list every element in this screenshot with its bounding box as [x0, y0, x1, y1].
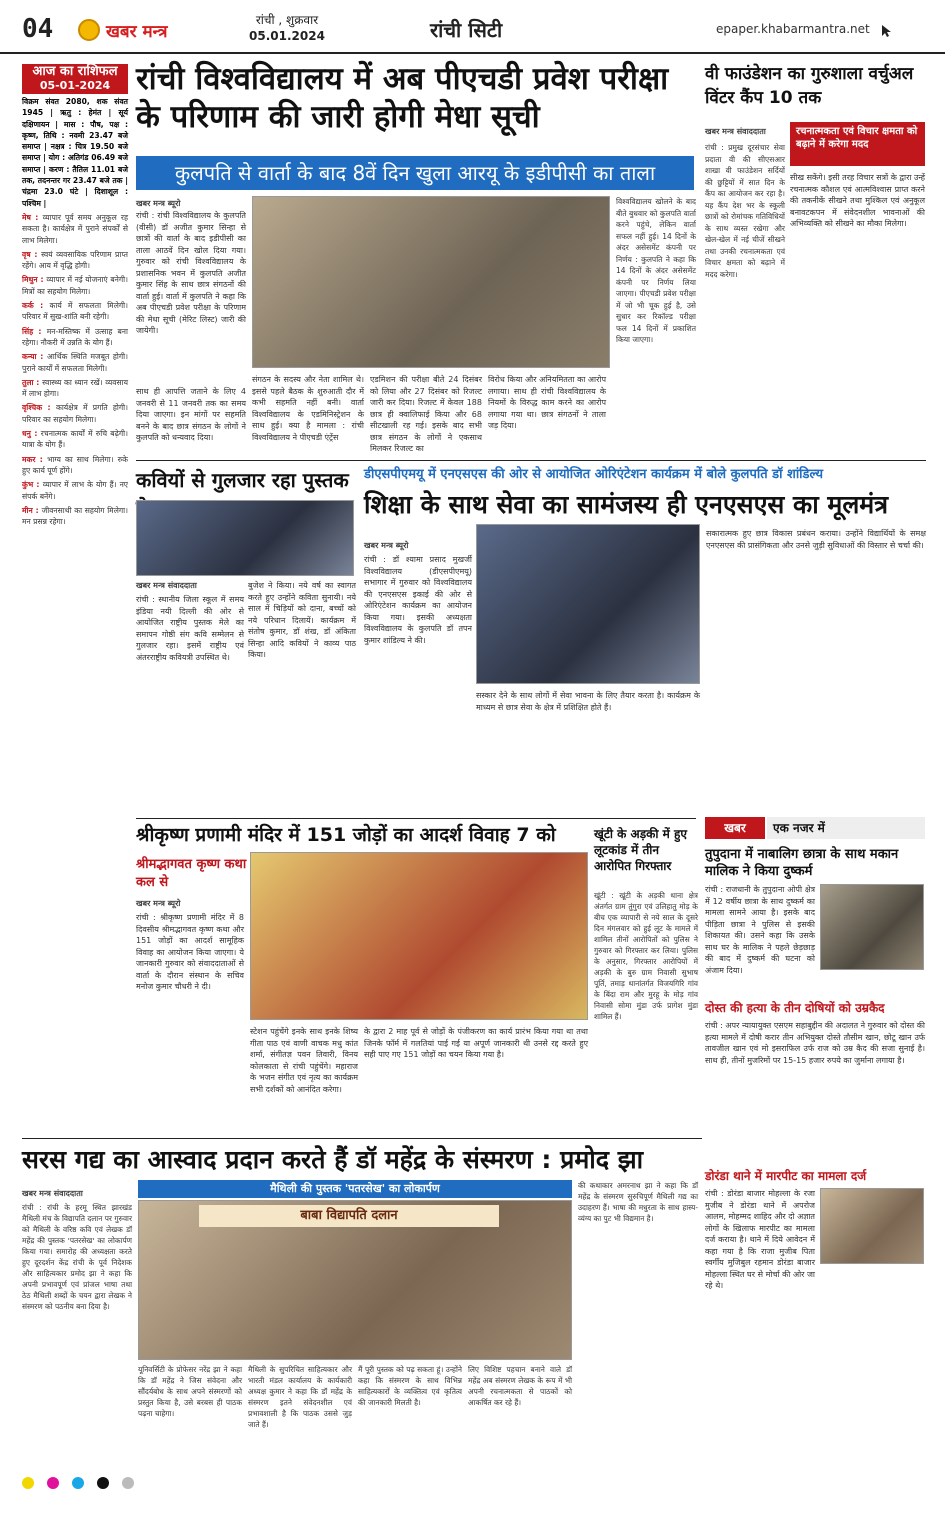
side-highlight-box: रचनात्मकता एवं विचार क्षमता को बढ़ाने में करेगा मदद	[790, 122, 925, 166]
divider	[136, 818, 696, 819]
khunti-headline: खूंटी के अड़की में हुए लूटकांड में तीन आरोपित गिरफ्तार	[594, 827, 687, 873]
main-col4: विरोध किया और अनियमितता का आरोप लगाया। साथ ही रांची विश्वविद्यालय के नियमों के विरुद्ध काम करने का आरोप लगाया गया था। छात्र संगठनों ने ताला जड़ दिया।	[488, 375, 606, 430]
bottom-photo-banner: बाबा विद्यापति दलान	[199, 1205, 499, 1227]
rashifal-text: जीवनसाथी का सहयोग मिलेगा। मन प्रसन्न रहेगा।	[22, 505, 128, 527]
rashifal-text: आर्थिक स्थिति मजबूत होगी। पुराने कार्यों में सफलता मिलेगी।	[22, 352, 128, 373]
bottom-photo	[138, 1200, 572, 1360]
kavita-headline: कवियों से गुलजार रहा पुस्तक	[136, 468, 349, 492]
rashifal-sign: मेष :	[22, 212, 43, 222]
divider	[136, 460, 926, 461]
khunti-text: खूंटी : खूंटी के अड़की थाना क्षेत्र अंतर्गत ग्राम तुंगुरा एवं उलिहातु मोड़ के बीच एक व्यापारी से नये साल के दूसरे दिन मंगलवार को हुई लूट के मामले में शामिल तीनों आरोपितों को पुलिस ने गुरुवार को गिरफ्तार कर लिया। पुलिस के अनुसार, गिरफ्तार आरोपियों में अड़की के बुरु ग्राम निवासी सुभाष पूर्ति, तमाड़ थानांतर्गत विजयगिरि गांव के बिंदा राम और मुरहू के मोड़ गांव निवासी सोमा मुंडा उर्फ प्रागेश मुंडा शामिल हैं।	[594, 891, 698, 1021]
main-col1: रांची : रांची विश्वविद्यालय के कुलपति (वीसी) डॉ अजीत कुमार सिन्हा से छात्रों की वार्ता के बाद इडीपीसी का ताला आठवें दिन खोल दिया गया। गुरुवार को रांची विश्वविद्यालय के प्रशासनिक भवन में कुलपति अजीत कुमार सिंह के साथ छात्र संगठनों की वार्ता हुई। वार्ता में कुलपति ने कहा कि अब पीएचडी प्रवेश परीक्षा के परिणाम की मेधा सूची (मेरिट लिस्ट) जारी की जायेगी।	[136, 211, 246, 335]
bottom-col3: मैथिली के सुपरिचित साहित्यकार और भारती मंडल कार्यालय के कार्यकारी अध्यक्ष कुमार ने कहा कि डॉ महेंद्र के संस्मरण इतने संवेदनशील एवं प्रभावशाली है कि पाठक उससे जुड़ जाते हैं।	[248, 1365, 352, 1429]
nss-photo	[476, 524, 700, 684]
snapshot-label: एक नजर में	[767, 817, 925, 839]
vivah-headline: श्रीकृष्ण प्रणामी मंदिर में 151 जोड़ों का आदर्श विवाह 7 को	[136, 824, 556, 846]
snapshot-text-2: रांची : अपर न्यायायुक्त एसएम सहाबुद्दीन की अदालत ने गुरुवार को दोस्त की हत्या मामले में दोषी करार तीन अभियुक्त दोस्ते तौसीम खान, छोटू खान उर्फ तावजील खान एवं मो इसराफिल उर्फ राज को उम्र कैद की सजा सुनाई है। साथ ही, तीनों मुजरिमों पर 15-15 हजार रुपये का जुर्माना लगाया है।	[705, 1021, 925, 1065]
bottom-col6: की कथाकार अमरनाथ झा ने कहा कि डॉ महेंद्र के संस्मरण सुरुचिपूर्ण मैथिली गद्य का उदाहरण हैं। भाषा की मधुरता के साथ हास्य-व्यंग्य का पुट भी विद्यमान है।	[578, 1181, 698, 1223]
nss-col2: सस्कार देने के साथ लोगों में सेवा भावना के लिए तैयार करता है। कार्यक्रम के माध्यम से छात्र सेवा के क्षेत्र में प्रशिक्षित होते हैं।	[476, 691, 700, 712]
kavita-col2: बुजेश ने किया। नये वर्ष का स्वागत करते हुए उन्होंने कविता सुनायी। नये साल में चिड़ियों को दाना, बच्चों को नये परिधान दिलायें। कार्यक्रम में संतोष कुमार, डॉ शंख, डॉ अंकिता सिन्हा आदि कवियों ने काव्य पाठ किया।	[248, 581, 356, 659]
nss-byline: खबर मन्त्र ब्यूरो	[364, 541, 409, 550]
rashifal-text: भाग्य का साथ मिलेगा। रुके हुए कार्य पूर्ण होंगे।	[22, 454, 128, 475]
vivah-col1: रांची : श्रीकृष्ण प्रणामी मंदिर में 8 दिवसीय श्रीमद्भागवत कृष्ण कथा और 151 जोड़ों का आदर्श सामूहिक विवाह का आयोजन किया जाएगा। ये जानकारी गुरुवार को संवाददाताओं से वार्ता के दौरान संस्थान के सचिव मनोज कुमार चौधरी ने दी।	[136, 913, 244, 991]
snapshot-headline-2: दोस्त की हत्या के तीन दोषियों को उम्रकैद	[705, 1001, 885, 1015]
rashifal-text: व्यापार में नई योजनाएं बनेगी। मित्रों का सहयोग मिलेगा।	[22, 275, 128, 296]
rashifal-text: कार्यक्षेत्र में प्रगति होगी। परिवार का सहयोग मिलेगा।	[22, 403, 128, 424]
snapshot-photo-1	[820, 884, 924, 970]
side-col2: सीख सकेंगे। इसी तरह विचार सत्रों के द्वारा उन्हें रचनात्मक कौशल एवं आत्मविश्वास प्राप्त करने की तकनीकें सीखने तथा मुश्किल एवं अनुकूल बनावटकपन में संवेदनशील भावनाओं की अभिव्यक्ति को सीखने का मौका मिलेगा।	[790, 173, 925, 228]
kavita-byline: खबर मन्त्र संवाददाता	[136, 581, 197, 590]
rashifal-sign: सिंह :	[22, 326, 47, 336]
rashifal-text: व्यापार पूर्व समय अनुकूल रह सकता है। कार्यक्षेत्र में पुराने संपर्कों से लाभ मिलेगा।	[22, 212, 128, 245]
vivah-col3: के द्वारा 2 माह पूर्व से जोड़ों के पंजीकरण का कार्य प्रारंभ किया गया था तथा जिनके फॉर्म में गलतियां पाई गई या अपूर्ण जानकारी थी उनसे रद्द करते हुए सही पाए गए 151 जोड़ों का चयन किया गया है।	[364, 1027, 588, 1059]
bottom-byline: खबर मन्त्र संवाददाता	[22, 1189, 83, 1198]
logo-mark-icon	[78, 19, 100, 41]
rashifal-date: 05-01-2024	[39, 79, 111, 92]
vivah-col2: स्टेशन पहुंचेंगे इनके साथ इनके शिष्य गीता पाठ एवं वाणी वाचक मधु कांत शर्मा, संगीतज्ञ पवन तिवारी, विनय कोलकाता से रांची पहुंचेंगे। महाराज के भजन संगीत एवं नृत्य का कार्यक्रम सभी दर्शकों को आनंदित करेगा।	[250, 1027, 358, 1094]
vivah-photo	[250, 852, 588, 1020]
side-col1: रांची : प्रमुख दूरसंचार सेवा प्रदाता वी की सीएसआर शाखा वी फाउंडेशन सर्दियों की छुट्टियों में सात दिन के कैंप का आयोजन कर रहा है। यह कैंप देश भर के स्कूली छात्रों को रोमांचक गतिविधियों के साथ व्यस्त रखेगा और खेल-खेल में नई चीजें सीखने तथा उनकी रचनात्मकता एवं विचार क्षमता को बढ़ाने में मदद करेगा।	[705, 143, 785, 279]
rashifal-sign: कुंभ :	[22, 480, 43, 490]
rashifal-entry	[22, 351, 128, 374]
rashifal-sign: मीन :	[22, 505, 42, 515]
main-meeting-photo	[252, 196, 610, 368]
issue-date: 05.01.2024	[249, 29, 325, 43]
cursor-icon	[880, 24, 894, 38]
kavita-col1: रांची : स्थानीय जिला स्कूल में समय इंडिया नयी दिल्ली की ओर से आयोजित राष्ट्रीय पुस्तक मेले का समापन गोष्ठी संग कवि सम्मेलन से गुलजार रहा। इसमें राष्ट्रीय एवं अंतरराष्ट्रीय कवियत्री उपस्थित थे।	[136, 595, 244, 662]
khabar-mantra-logo	[78, 16, 218, 44]
panchang-text: विक्रम संवत 2080, शक संवत 1945 | ऋतु : हेमंत | सूर्य दक्षिणायन | मास : पौष, पक्ष : कृष्ण, तिथि : नवमी 23.47 बजे समाप्त | नक्षत्र : चित्र 19.50 बजे समाप्त | योग : अतिगंड 06.49 बजे समाप्त | करण : तैतिल 11.01 बजे तक, तदनन्तर गर 23.47 बजे तक | चंद्रमा 23.0 घंटे | दिशाशूल : पश्चिम |	[22, 97, 128, 208]
vivah-byline: खबर मन्त्र ब्यूरो	[136, 899, 181, 908]
rashifal-entry	[22, 377, 128, 400]
side-byline: खबर मन्त्र संवाददाता	[705, 127, 766, 136]
rashifal-entry	[22, 300, 128, 323]
bottom-headline: सरस गद्य का आस्वाद प्रदान करते हैं डॉ महेंद्र के संस्मरण : प्रमोद झा	[22, 1145, 644, 1174]
rashifal-sign: मकर :	[22, 454, 48, 464]
rashifal-sign: धनु :	[22, 429, 41, 439]
section-title: रांची सिटी	[430, 18, 503, 42]
main-headline: रांची विश्वविद्यालय में अब पीएचडी प्रवेश परीक्षा के परिणाम की जारी होगी मेधा सूची	[136, 61, 669, 135]
bottom-col5: लिए विशिष्ट पहचान बनाने वाले डॉ महेंद्र अब संस्मरण लेखक के रूप में भी अपनी रचनात्मकता से पाठकों को आकर्षित कर रहे हैं।	[468, 1365, 572, 1407]
header-rule	[0, 52, 945, 54]
bottom-col2: यूनिवर्सिटी के प्रोफेसर नरेंद्र झा ने कहा कि डॉ महेंद्र ने जिस संवेदना और सौंदर्यबोध के साथ अपने संस्मरणों को प्रस्तुत किया है, उसे बरबस ही पाठक पढ़ना चाहेगा।	[138, 1365, 242, 1418]
bottom-col4: मैं पूरी पुस्तक को पढ़ सकता हूं। उन्होंने कहा कि संस्मरण के साथ विभिन्न साहित्यकारों के व्यक्तित्व एवं कृतित्व की जानकारी मिलती है।	[358, 1365, 462, 1407]
rashifal-entry	[22, 505, 128, 528]
rashifal-text: रचनात्मक कार्यों में रुचि बढ़ेगी। यात्रा के योग हैं।	[22, 429, 128, 450]
rashifal-entry	[22, 274, 128, 297]
cyan-mark-icon	[72, 1477, 84, 1489]
main-col1b: साथ ही आपत्ति जताने के लिए 4 जनवरी से 11 जनवरी तक का समय दिया जाएगा। इन मांगों पर सहमति बनने के बाद छात्र संगठन के लोगों ने कुलपति को धन्यवाद दिया।	[136, 387, 246, 442]
yellow-mark-icon	[22, 1477, 34, 1489]
rashifal-text: मन-मस्तिष्क में उत्साह बना रहेगा। नौकरी में उन्नति के योग हैं।	[22, 326, 128, 347]
snapshot-text-1: रांची : राजधानी के तुपुदाना ओपी क्षेत्र में 12 वर्षीय छात्रा के साथ दुष्कर्म का मामला सामने आया है। इसके बाद पीड़िता छात्रा ने पुलिस से इसकी शिकायत की। उसने कहा कि उसके साथ घर के मालिक ने पहले छेड़छाड़ की बाद में दुष्कर्म की घटना को अंजाम दिया।	[705, 885, 815, 975]
gray-mark-icon	[122, 1477, 134, 1489]
black-mark-icon	[97, 1477, 109, 1489]
rashifal-sign: तुला :	[22, 377, 43, 387]
main-col3: एडमिशन की परीक्षा बीते 24 दिसंबर को लिया और 27 दिसंबर को रिजल्ट जारी कर दिया। रिजल्ट में केवल 188 छात्र ही क्वालिफाई किया और 68 सीटखाली रह गई। इसके बाद सभी छात्र संगठन के लोगों ने एकसाथ मिलकर रिजल्ट का	[370, 375, 482, 453]
kavita-photo	[136, 500, 354, 576]
nss-kicker: डीएसपीएमयू में एनएसएस की ओर से आयोजित ओरिएंटेशन कार्यक्रम में बोले कुलपति डॉ शांडिल्य	[364, 467, 823, 482]
rashifal-entry	[22, 479, 128, 502]
rashifal-sign: वृश्चिक :	[22, 403, 56, 413]
bottom-strip: मैथिली की पुस्तक 'पतरसेख' का लोकार्पण	[138, 1180, 572, 1198]
rashifal-entry	[22, 402, 128, 425]
bottom-col1: रांची : रांची के हरमू स्थित झारखंड मैथिली मंच के विद्यापति दलान पर गुरुवार को मैथिली के वरिष्ठ कवि एवं लेखक डॉ महेंद्र की पुस्तक 'पतरसेख' का लोकार्पण किया गया। समारोह की अध्यक्षता करते हुए दूरदर्शन केंद्र रांची के पूर्व निदेशक और साहित्यकार प्रमोद झा ने कहा कि अपनी प्रभावपूर्ण एवं प्रांजल भाषा तथा ठेठ मैथिली शब्दों के चयन द्वारा लेखक ने संस्मरण को पठनीय बना दिया है।	[22, 1203, 132, 1311]
logo-text: खबर मन्त्र	[106, 22, 168, 42]
vivah-subhead: श्रीमद्भागवत कृष्ण कथा कल से	[136, 857, 247, 890]
page-number: 04	[22, 14, 54, 44]
main-col2: संगठन के सदस्य और नेता शामिल थे। इससे पहले बैठक के शुरुआती दौर में कभी सहमति नहीं बनी। वार्ता विश्वविद्यालय के एडमिनिस्ट्रेशन के साथ हुई। क्या है मामला : रांची विश्वविद्यालय ने पीएचडी एंट्रेंस	[252, 375, 364, 442]
snapshot-header	[705, 817, 925, 839]
rashifal-text: कार्य में सफलता मिलेगी। परिवार में सुख-शांति बनी रहेगी।	[22, 301, 128, 322]
snapshot-text-3: रांची : डोरंडा बाजार मोहल्ला के रजा मुजीब ने डोरंडा थाने में अपरोज आलम, मोहम्मद शाहिद और दो अज्ञात लोगों के खिलाफ मारपीट का मामला दर्ज कराया है। थाने में दिये आवेदन में कहा गया है कि राजा मुजीब पिता स्वर्गीय मुजिबुल रहमान डोरंडा बाजार मोहल्ला स्थित घर से मोर्चा की ओर जा रहे थे।	[705, 1189, 815, 1290]
snapshot-tag: खबर	[705, 817, 765, 839]
rashifal-list	[22, 212, 128, 527]
side-headline: वी फाउंडेशन का गुरुशाला वर्चुअल विंटर कैंप 10 तक	[705, 64, 914, 108]
snapshot-headline-1: तुपुदाना में नाबालिग छात्रा के साथ मकान मालिक ने किया दुष्कर्म	[705, 847, 899, 879]
main-subhead: कुलपति से वार्ता के बाद 8वें दिन खुला आरयू के इडीपीसी का ताला	[136, 156, 694, 190]
masthead	[0, 0, 945, 60]
print-registration-marks	[22, 1474, 922, 1490]
rashifal-entry	[22, 212, 128, 246]
rashifal-entry	[22, 249, 128, 272]
rashifal-sign: वृष :	[22, 249, 42, 259]
rashifal-entry	[22, 428, 128, 451]
rashifal-entry	[22, 326, 128, 349]
nss-col3: सकारात्मक हुए छात्र विकास प्रबंधन कराया। उन्होंने विद्यार्थियों के समक्ष एनएसएस की प्रासंगिकता और उनसे जुड़ी सुविधाओं की विस्तार से चर्चा की।	[706, 529, 926, 550]
main-byline: खबर मन्त्र ब्यूरो	[136, 199, 181, 208]
divider	[22, 1138, 702, 1139]
snapshot-photo-3	[820, 1188, 924, 1264]
magenta-mark-icon	[47, 1477, 59, 1489]
dateline	[232, 12, 342, 44]
snapshot-headline-3: डोरंडा थाने में मारपीट का मामला दर्ज	[705, 1169, 867, 1183]
nss-headline: शिक्षा के साथ सेवा का सामंजस्य ही एनएसएस का मूलमंत्र	[364, 490, 889, 519]
main-col5: विश्वविद्यालय खोलने के बाद बीते बुधवार को कुलपति वार्ता करने पहुंचे, लेकिन वार्ता सफल नहीं हुई। 14 दिनों के अंदर असेसमेंट कंपनी पर निर्णय : कुलपति ने कहा कि 14 दिनों के अंदर असेसमेंट कंपनी पर निर्णय लिया जाएगा। पीएचडी प्रवेश परीक्षा में जो भी चूक हुई है, उसे सुधार कर रिकॉल्ड परीक्षा फल 14 दिनों में प्रकाशित किया जाएगा।	[616, 197, 696, 344]
rashifal-text: व्यापार में लाभ के योग हैं। नए संपर्क बनेंगे।	[22, 480, 128, 501]
rashifal-sign: मिथुन :	[22, 275, 47, 285]
rashifal-entry	[22, 454, 128, 477]
rashifal-title: आज का राशिफल	[32, 64, 118, 79]
rashifal-body	[22, 96, 128, 1048]
rashifal-sign: कन्या :	[22, 352, 48, 362]
rashifal-sign: कर्क :	[22, 301, 50, 311]
rashifal-text: स्वयं व्यवसायिक परिणाम प्राप्त रहेंगे। आय में वृद्धि होगी।	[22, 249, 129, 271]
nss-col1: रांची : डॉ श्यामा प्रसाद मुखर्जी विश्वविद्यालय (डीएसपीएमयू) सभागार में गुरुवार को विश्वविद्यालय की एनएसएस इकाई की ओर से ओरिएंटेशन कार्यक्रम का आयोजन किया गया। इसकी अध्यक्षता विश्वविद्यालय के कुलपति डॉ तपन कुमार शांडिल्य ने की।	[364, 555, 472, 645]
rashifal-header	[22, 64, 128, 94]
rashifal-text: स्वास्थ्य का ध्यान रखें। व्यवसाय में लाभ होगा।	[22, 377, 128, 399]
city-day: रांची , शुक्रवार	[255, 13, 319, 27]
epaper-link[interactable]: epaper.khabarmantra.net	[716, 22, 870, 36]
